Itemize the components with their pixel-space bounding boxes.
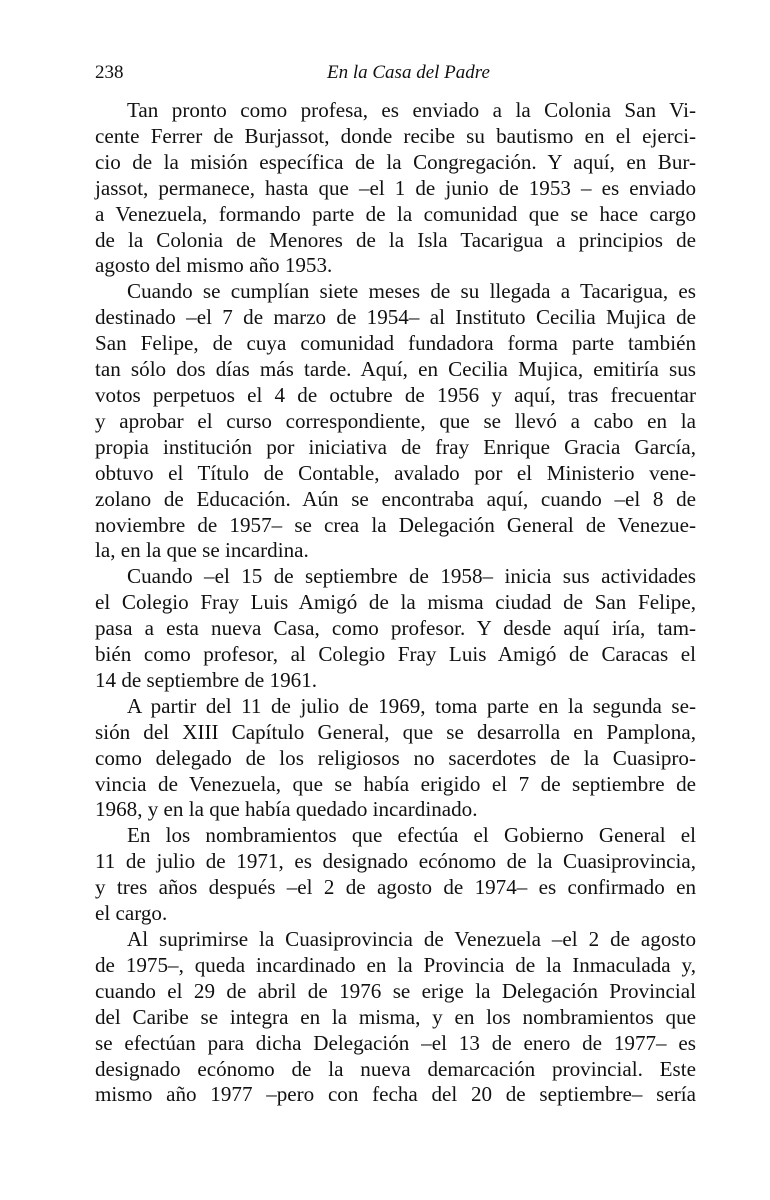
text-line: jassot, permanece, hasta que –el 1 de junio de 1953 – es enviado [95, 175, 696, 200]
text-line: el Colegio Fray Luis Amigó de la misma ciudad de San Felipe, [95, 590, 696, 615]
text-line: propia institución por iniciativa de fray Enrique Gracia García, [95, 434, 696, 459]
text-line: como delegado de los religiosos no sacerdotes de la Cuasipro- [95, 745, 696, 770]
text-line: la, en la que se incardina. [95, 538, 309, 563]
text-line: cente Ferrer de Burjassot, donde recibe su bautismo en el ejerci- [95, 123, 696, 148]
text-line: bién como profesor, al Colegio Fray Luis Amigó de Caracas el [95, 642, 696, 667]
text-line: de la Colonia de Menores de la Isla Tacarigua a principios de [95, 227, 696, 252]
text-line: 1968, y en la que había quedado incardinado. [95, 797, 478, 822]
text-line: 14 de septiembre de 1961. [95, 667, 318, 692]
paragraph [95, 279, 696, 564]
text-line: designado ecónomo de la nueva demarcación provincial. Este [95, 1056, 696, 1081]
text-line: Al suprimirse la Cuasiprovincia de Venezuela –el 2 de agosto [127, 927, 696, 951]
page-number: 238 [95, 62, 124, 83]
text-line: obtuvo el Título de Contable, avalado por el Ministerio vene- [95, 460, 696, 485]
text-line: 11 de julio de 1971, es designado ecónomo de la Cuasiprovincia, [95, 849, 696, 874]
text-line: A partir del 11 de julio de 1969, toma parte en la segunda se- [127, 693, 696, 718]
text-line: noviembre de 1957– se crea la Delegación General de Venezue- [95, 512, 696, 537]
text-line: cio de la misión específica de la Congregación. Y aquí, en Bur- [95, 149, 696, 174]
text-line: sión del XIII Capítulo General, que se desarrolla en Pamplona, [95, 719, 696, 744]
paragraph [95, 564, 696, 694]
paragraph [95, 823, 696, 927]
text-line: del Caribe se integra en la misma, y en los nombramientos que [95, 1004, 696, 1029]
text-line: de 1975–, queda incardinado en la Provincia de la Inmaculada y, [95, 952, 696, 977]
paragraph [95, 98, 696, 279]
text-line: se efectúan para dicha Delegación –el 13 de enero de 1977– es [95, 1030, 696, 1055]
text-line: En los nombramientos que efectúa el Gobierno General el [127, 823, 696, 848]
page-header [95, 62, 696, 88]
text-line: y aprobar el curso correspondiente, que se llevó a cabo en la [95, 408, 696, 433]
text-line: votos perpetuos el 4 de octubre de 1956 y aquí, tras frecuentar [95, 382, 696, 407]
text-line: y tres años después –el 2 de agosto de 1974– es confirmado en [95, 875, 696, 900]
text-line: zolano de Educación. Aún se encontraba aquí, cuando –el 8 de [95, 486, 696, 511]
text-line: vincia de Venezuela, que se había erigido el 7 de septiembre de [95, 771, 696, 796]
text-line: Cuando se cumplían siete meses de su llegada a Tacarigua, es [127, 279, 696, 304]
text-line: el cargo. [95, 901, 168, 926]
paragraph [95, 694, 696, 824]
text-line: Cuando –el 15 de septiembre de 1958– inicia sus actividades [127, 564, 696, 589]
running-title: En la Casa del Padre [327, 62, 490, 83]
body-text [95, 98, 696, 1108]
text-line: tan sólo dos días más tarde. Aquí, en Cecilia Mujica, emitiría sus [95, 357, 696, 382]
text-line: pasa a esta nueva Casa, como profesor. Y desde aquí iría, tam- [95, 616, 696, 641]
paragraph [95, 927, 696, 1108]
text-line: Tan pronto como profesa, es enviado a la Colonia San Vi- [127, 98, 696, 122]
text-line: San Felipe, de cuya comunidad fundadora forma parte también [95, 331, 696, 356]
text-line: cuando el 29 de abril de 1976 se erige la Delegación Provincial [95, 978, 696, 1003]
text-line: destinado –el 7 de marzo de 1954– al Instituto Cecilia Mujica de [95, 305, 696, 330]
text-line: agosto del mismo año 1953. [95, 253, 333, 278]
text-line: a Venezuela, formando parte de la comunidad que se hace cargo [95, 201, 696, 226]
text-line: mismo año 1977 –pero con fecha del 20 de septiembre– sería [95, 1082, 696, 1107]
